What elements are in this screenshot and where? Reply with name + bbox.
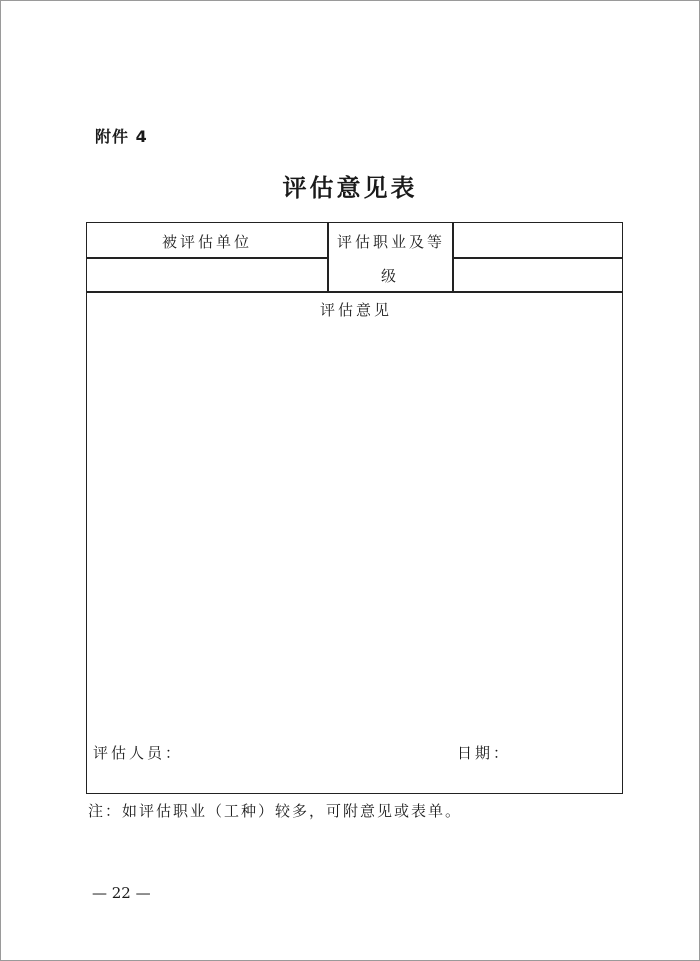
assessment-form-table [86, 222, 623, 794]
occupation-level-label-line2: 级 [381, 267, 400, 285]
opinion-label: 评估意见 [320, 301, 393, 319]
divider-header-bottom [87, 291, 623, 293]
page-number: — 22 — [92, 884, 151, 902]
footnote: 注：如评估职业（工种）较多，可附意见或表单。 [88, 802, 463, 820]
divider-row1-right [453, 257, 623, 259]
assessed-unit-label: 被评估单位 [162, 233, 253, 251]
divider-unit-column [327, 223, 329, 291]
divider-row1-left [87, 257, 327, 259]
assessor-label: 评估人员： [93, 744, 184, 762]
attachment-label: 附件 4 [95, 127, 148, 146]
occupation-level-label-line1: 评估职业及等 [337, 233, 446, 251]
form-title: 评估意见表 [282, 174, 418, 202]
date-label: 日期： [457, 744, 512, 762]
